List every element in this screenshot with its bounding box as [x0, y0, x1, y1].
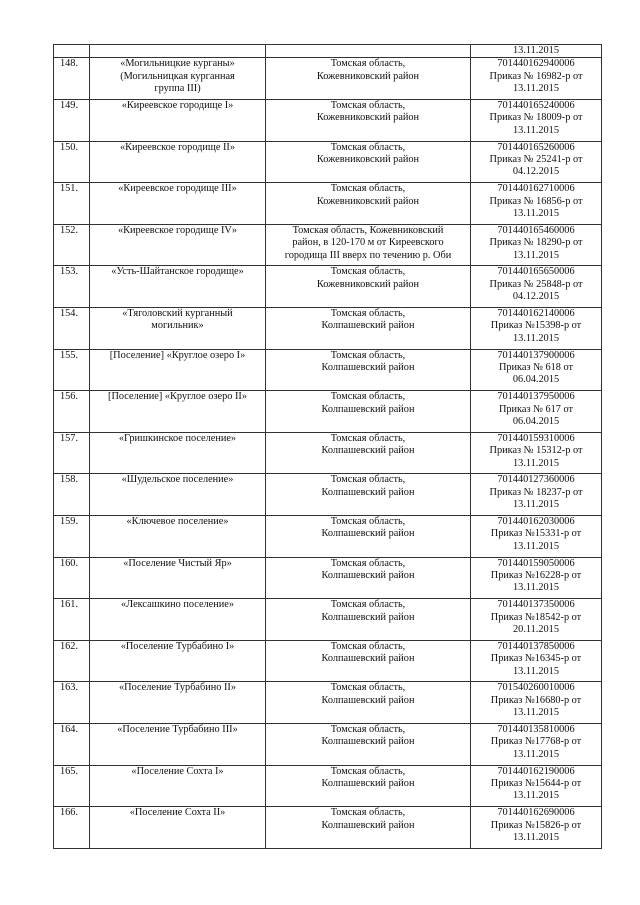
row-number	[54, 45, 90, 58]
cell-line: 701440135810006	[497, 723, 575, 735]
table-row	[54, 307, 602, 349]
cell-line: Кожевниковский район	[316, 195, 420, 207]
monument-name	[90, 599, 266, 641]
row-number: 153.	[54, 266, 90, 308]
cell-line: 701440165240006	[497, 100, 575, 111]
cell-line: Приказ № 15312-р от	[489, 445, 583, 457]
cell-line: 13.11.2015	[513, 208, 559, 219]
monument-name	[90, 45, 266, 58]
registry-document	[471, 432, 602, 474]
monument-name	[90, 266, 266, 308]
cell-line: Томская область,	[330, 640, 406, 652]
monument-location	[266, 266, 471, 308]
row-number: 158.	[54, 474, 90, 516]
cell-line: 701440165260006	[497, 141, 575, 153]
registry-document	[471, 307, 602, 349]
cell-line: 701440159310006	[497, 432, 575, 444]
cell-line: «Киреевское городище I»	[121, 100, 234, 111]
cell-line: 13.11.2015	[513, 665, 559, 677]
cell-line: 13.11.2015	[513, 457, 559, 469]
registry-document	[471, 224, 602, 266]
row-number: 160.	[54, 557, 90, 599]
cell-line: 13.11.2015	[513, 790, 559, 802]
cell-line: «Киреевское городище IV»	[117, 224, 238, 236]
monument-location	[266, 224, 471, 266]
table-row	[54, 723, 602, 765]
cell-line: 13.11.2015	[513, 249, 559, 261]
monument-name	[90, 640, 266, 682]
cell-line: 13.11.2015	[513, 707, 559, 719]
cell-line: 13.11.2015	[513, 540, 559, 552]
registry-document	[471, 58, 602, 100]
monument-location	[266, 682, 471, 724]
monument-location	[266, 141, 471, 183]
monument-location	[266, 723, 471, 765]
cell-line: 701440137900006	[497, 349, 575, 361]
row-number: 148.	[54, 58, 90, 100]
table-row	[54, 557, 602, 599]
monument-location	[266, 183, 471, 225]
cell-line: 701440127360006	[497, 474, 575, 486]
row-number: 157.	[54, 432, 90, 474]
cell-line: Колпашевский район	[321, 403, 415, 415]
cell-line: Колпашевский район	[321, 445, 415, 457]
cell-line: Приказ № 618 от	[498, 361, 574, 373]
registry-document	[471, 349, 602, 391]
cell-line: Томская область,	[330, 307, 406, 319]
cell-line: «Поселение Турбабино II»	[118, 682, 236, 694]
table-row	[54, 432, 602, 474]
registry-document	[471, 640, 602, 682]
table-row	[54, 100, 602, 142]
table-row	[54, 765, 602, 807]
cell-line: группа III)	[154, 83, 201, 95]
cell-line: Приказ № 18237-р от	[489, 486, 583, 498]
cell-line: Томская область, Кожевниковский	[292, 224, 444, 236]
table-row	[54, 183, 602, 225]
cell-line: «Поселение Чистый Яр»	[123, 557, 232, 569]
cell-line: Томская область,	[330, 58, 406, 70]
row-number: 163.	[54, 682, 90, 724]
cell-line: Колпашевский район	[321, 528, 415, 540]
registry-document	[471, 515, 602, 557]
cell-line: «Поселение Турбабино I»	[120, 640, 235, 652]
cell-line: [Поселение] «Круглое озеро II»	[108, 391, 247, 403]
cell-line: «Ключевое поселение»	[126, 515, 229, 527]
monument-name	[90, 141, 266, 183]
cell-line: Кожевниковский район	[316, 278, 420, 290]
registry-document	[471, 141, 602, 183]
row-number: 149.	[54, 100, 90, 142]
cell-line: 13.11.2015	[513, 582, 559, 594]
table-row	[54, 266, 602, 308]
cell-line: Приказ №15331-р от	[490, 528, 582, 540]
cell-line: 701440162030006	[497, 515, 575, 527]
cell-line: 701440162190006	[497, 765, 575, 777]
cell-line: Колпашевский район	[321, 569, 415, 581]
cell-line: Приказ №15826-р от	[490, 819, 582, 831]
registry-document	[471, 474, 602, 516]
cell-line: 20.11.2015	[513, 623, 559, 635]
table-body	[54, 45, 602, 849]
cell-line: Томская область,	[330, 432, 406, 444]
cell-line: «Поселение Турбабино III»	[117, 723, 238, 735]
row-number: 154.	[54, 307, 90, 349]
table-row	[54, 45, 602, 58]
row-number: 151.	[54, 183, 90, 225]
table-row	[54, 682, 602, 724]
cell-line: Томская область,	[330, 807, 406, 819]
registry-document	[471, 765, 602, 807]
cell-line: Колпашевский район	[321, 486, 415, 498]
table-row	[54, 391, 602, 433]
cell-line: 13.11.2015	[513, 831, 559, 843]
monument-location	[266, 349, 471, 391]
row-number: 156.	[54, 391, 90, 433]
cell-line: Колпашевский район	[321, 653, 415, 665]
cell-line: 06.04.2015	[512, 374, 560, 386]
cell-line: Приказ № 25241-р от	[489, 154, 583, 165]
cell-line: «Гришкинское поселение»	[118, 432, 237, 444]
cell-line: 701440137950006	[497, 391, 575, 403]
cell-line: Приказ № 617 от	[498, 403, 574, 415]
cell-line: Приказ № 16982-р от	[489, 70, 583, 82]
registry-document	[471, 266, 602, 308]
cell-line: 701540260010006	[497, 682, 575, 694]
monument-name	[90, 765, 266, 807]
monument-name	[90, 723, 266, 765]
cell-line: Колпашевский район	[321, 611, 415, 623]
registry-document	[471, 723, 602, 765]
registry-document	[471, 100, 602, 142]
table-row	[54, 474, 602, 516]
registry-document	[471, 557, 602, 599]
cell-line: 701440162690006	[497, 807, 575, 819]
cell-line: Томская область,	[330, 391, 406, 403]
cell-line: могильник»	[151, 320, 204, 332]
cell-line: [Поселение] «Круглое озеро I»	[109, 349, 246, 361]
cell-line: (Могильницкая курганная	[120, 70, 235, 82]
monument-location	[266, 474, 471, 516]
cell-line: Приказ №15398-р от	[490, 320, 582, 332]
cell-line: 13.11.2015	[513, 748, 559, 760]
monument-name	[90, 391, 266, 433]
cell-line: Приказ №18542-р от	[490, 611, 582, 623]
cell-line: «Киреевское городище II»	[119, 141, 236, 153]
row-number: 161.	[54, 599, 90, 641]
cell-line: Приказ №16228-р от	[490, 569, 582, 581]
monument-name	[90, 58, 266, 100]
row-number: 162.	[54, 640, 90, 682]
cell-line: Кожевниковский район	[316, 70, 420, 82]
cell-line: «Киреевское городище III»	[118, 183, 237, 195]
monument-name	[90, 682, 266, 724]
monument-name	[90, 557, 266, 599]
table-row	[54, 807, 602, 849]
cell-line: 701440162710006	[497, 183, 575, 195]
row-number: 150.	[54, 141, 90, 183]
monument-location	[266, 515, 471, 557]
cell-line: 04.12.2015	[512, 166, 560, 178]
monument-name	[90, 474, 266, 516]
table-row	[54, 141, 602, 183]
cell-line: «Лексашкино поселение»	[121, 599, 234, 611]
cell-line: Приказ №16345-р от	[490, 653, 582, 665]
table-row	[54, 349, 602, 391]
monument-location	[266, 432, 471, 474]
cell-line: Приказ № 18290-р от	[489, 237, 583, 249]
cell-line: 701440165460006	[497, 224, 575, 236]
cell-line: Приказ № 18009-р от	[489, 112, 583, 124]
cell-line: Томская область,	[330, 515, 406, 527]
monument-location	[266, 640, 471, 682]
cell-line: 701440137850006	[497, 640, 575, 652]
cell-line: Томская область,	[330, 100, 406, 111]
row-number: 152.	[54, 224, 90, 266]
cell-line: Томская область,	[330, 183, 406, 195]
monuments-table	[53, 44, 602, 849]
registry-document	[471, 183, 602, 225]
registry-document	[471, 599, 602, 641]
cell-line: Колпашевский район	[321, 777, 415, 789]
monument-location	[266, 807, 471, 849]
cell-line: Томская область,	[330, 141, 406, 153]
monument-location	[266, 599, 471, 641]
row-number: 164.	[54, 723, 90, 765]
cell-line: городища III вверх по течению р. Оби	[284, 249, 452, 261]
monument-location	[266, 45, 471, 58]
cell-line: Томская область,	[330, 765, 406, 777]
monument-name	[90, 224, 266, 266]
cell-line: Кожевниковский район	[316, 154, 420, 165]
cell-line: Колпашевский район	[321, 694, 415, 706]
monument-name	[90, 307, 266, 349]
cell-line: Колпашевский район	[321, 819, 415, 831]
cell-line: Томская область,	[330, 266, 406, 278]
row-number: 166.	[54, 807, 90, 849]
cell-line: 13.11.2015	[513, 332, 559, 344]
registry-document	[471, 682, 602, 724]
cell-line: Томская область,	[330, 349, 406, 361]
monument-name	[90, 183, 266, 225]
table-row	[54, 515, 602, 557]
cell-line: 13.11.2015	[513, 124, 559, 136]
monument-name	[90, 100, 266, 142]
cell-line: Томская область,	[330, 557, 406, 569]
cell-line: Колпашевский район	[321, 320, 415, 332]
cell-line: «Тяголовский курганный	[122, 307, 233, 319]
monument-name	[90, 515, 266, 557]
cell-line: Кожевниковский район	[316, 112, 420, 124]
cell-line: 04.12.2015	[512, 291, 560, 303]
registry-document: 13.11.2015	[471, 45, 602, 58]
registry-document	[471, 807, 602, 849]
registry-document	[471, 391, 602, 433]
cell-line: Томская область,	[330, 682, 406, 694]
cell-line: Приказ №16680-р от	[490, 694, 582, 706]
cell-line: Колпашевский район	[321, 736, 415, 748]
row-number: 159.	[54, 515, 90, 557]
monument-name	[90, 349, 266, 391]
cell-line: Приказ №17768-р от	[490, 736, 582, 748]
cell-line: 701440137350006	[497, 599, 575, 611]
table-row	[54, 599, 602, 641]
cell-line: Приказ № 16856-р от	[489, 195, 583, 207]
table-row	[54, 58, 602, 100]
cell-line: 701440162140006	[497, 307, 575, 319]
cell-line: «Шудельское поселение»	[121, 474, 234, 486]
cell-line: Колпашевский район	[321, 361, 415, 373]
cell-line: Томская область,	[330, 723, 406, 735]
cell-line: 701440159050006	[497, 557, 575, 569]
table-row	[54, 640, 602, 682]
cell-line: Приказ № 25848-р от	[489, 278, 583, 290]
cell-line: «Поселение Сохта I»	[131, 765, 224, 777]
cell-line: 701440165650006	[497, 266, 575, 278]
monument-name	[90, 807, 266, 849]
cell-line: 13.11.2015	[513, 499, 559, 511]
cell-line: Приказ №15644-р от	[490, 777, 582, 789]
cell-line: Томская область,	[330, 599, 406, 611]
monument-location	[266, 765, 471, 807]
cell-line: «Поселение Сохта II»	[129, 807, 226, 819]
monument-name	[90, 432, 266, 474]
table-row	[54, 224, 602, 266]
cell-line: «Усть-Шайтанское городище»	[111, 266, 244, 278]
monument-location	[266, 391, 471, 433]
cell-line: 701440162940006	[497, 58, 575, 70]
row-number: 165.	[54, 765, 90, 807]
cell-line: 13.11.2015	[513, 83, 559, 95]
row-number: 155.	[54, 349, 90, 391]
monument-location	[266, 58, 471, 100]
monument-location	[266, 307, 471, 349]
monument-location	[266, 557, 471, 599]
cell-line: 06.04.2015	[512, 415, 560, 427]
cell-line: район, в 120-170 м от Киреевского	[292, 237, 444, 249]
cell-line: Томская область,	[330, 474, 406, 486]
cell-line: «Могильницкие курганы»	[120, 58, 235, 70]
monument-location	[266, 100, 471, 142]
